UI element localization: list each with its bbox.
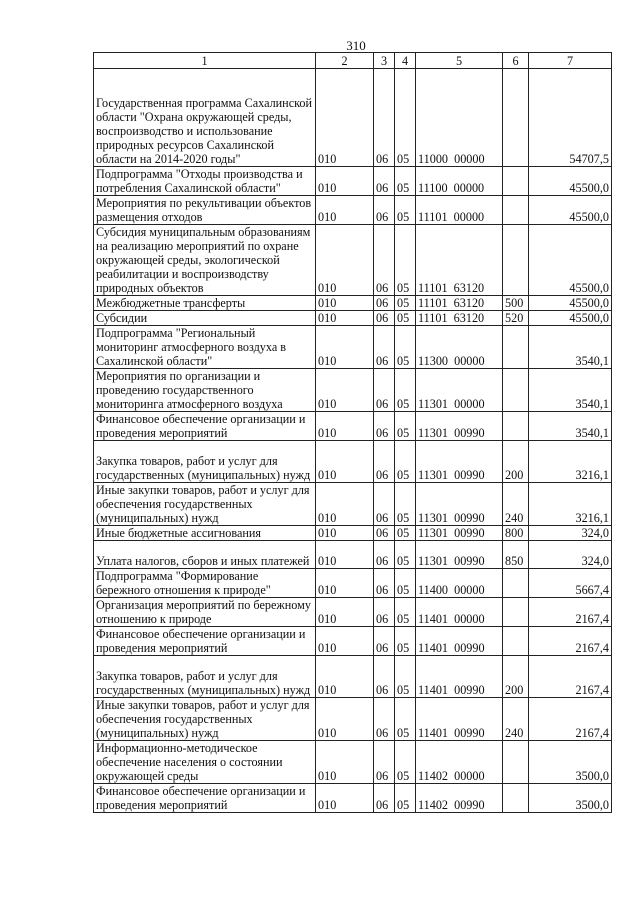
- item-name: Финансовое обеспечение организации и проведения мероприятий: [94, 412, 316, 441]
- item-name: Финансовое обеспечение организации и проведения мероприятий: [94, 784, 316, 813]
- subsection-code: 05: [395, 296, 416, 311]
- subsection-code: 05: [395, 784, 416, 813]
- target-article-code: 11300 00000: [416, 326, 503, 369]
- budget-table: [93, 52, 612, 813]
- table-row: [94, 698, 612, 741]
- section-code: 06: [374, 541, 395, 569]
- amount: 5667,4: [529, 569, 612, 598]
- table-row: [94, 598, 612, 627]
- section-code: 06: [374, 598, 395, 627]
- table-row: [94, 541, 612, 569]
- amount: 45500,0: [529, 311, 612, 326]
- amount: 2167,4: [529, 627, 612, 656]
- item-name: Информационно-методическое обеспечение населения о состоянии окружающей среды: [94, 741, 316, 784]
- ministry-code: 010: [316, 196, 374, 225]
- expense-type-code: 520: [503, 311, 529, 326]
- amount: 3216,1: [529, 483, 612, 526]
- expense-type-code: 240: [503, 483, 529, 526]
- subsection-code: 05: [395, 541, 416, 569]
- expense-type-code: [503, 326, 529, 369]
- target-article-code: 11301 00990: [416, 526, 503, 541]
- column-header: 1: [94, 53, 316, 69]
- section-code: 06: [374, 698, 395, 741]
- item-name: Организация мероприятий по бережному отношению к природе: [94, 598, 316, 627]
- section-code: 06: [374, 69, 395, 167]
- ministry-code: 010: [316, 741, 374, 784]
- expense-type-code: [503, 369, 529, 412]
- expense-type-code: [503, 784, 529, 813]
- table-row: [94, 569, 612, 598]
- table-row: [94, 167, 612, 196]
- amount: 2167,4: [529, 698, 612, 741]
- expense-type-code: [503, 196, 529, 225]
- column-header: 4: [395, 53, 416, 69]
- section-code: 06: [374, 441, 395, 483]
- expense-type-code: [503, 627, 529, 656]
- amount: 3540,1: [529, 326, 612, 369]
- subsection-code: 05: [395, 311, 416, 326]
- expense-type-code: [503, 598, 529, 627]
- ministry-code: 010: [316, 784, 374, 813]
- amount: 45500,0: [529, 225, 612, 296]
- amount: 3500,0: [529, 784, 612, 813]
- column-header: 3: [374, 53, 395, 69]
- ministry-code: 010: [316, 69, 374, 167]
- amount: 54707,5: [529, 69, 612, 167]
- table-body: [94, 69, 612, 813]
- item-name: Иные закупки товаров, работ и услуг для обеспечения государственных (муниципальных) нужд: [94, 698, 316, 741]
- subsection-code: 05: [395, 225, 416, 296]
- ministry-code: 010: [316, 412, 374, 441]
- subsection-code: 05: [395, 656, 416, 698]
- target-article-code: 11101 63120: [416, 225, 503, 296]
- section-code: 06: [374, 412, 395, 441]
- subsection-code: 05: [395, 569, 416, 598]
- subsection-code: 05: [395, 598, 416, 627]
- section-code: 06: [374, 483, 395, 526]
- table-row: [94, 741, 612, 784]
- item-name: Субсидия муниципальным образованиям на реализацию мероприятий по охране окружающей среды, экологической реабилитации и воспроизводству природных объектов: [94, 225, 316, 296]
- column-header: 5: [416, 53, 503, 69]
- ministry-code: 010: [316, 296, 374, 311]
- item-name: Государственная программа Сахалинской области "Охрана окружающей среды, воспроизводство и использование природных ресурсов Сахалинской области на 2014-2020 годы": [94, 69, 316, 167]
- ministry-code: 010: [316, 441, 374, 483]
- expense-type-code: 850: [503, 541, 529, 569]
- section-code: 06: [374, 656, 395, 698]
- section-code: 06: [374, 627, 395, 656]
- amount: 45500,0: [529, 167, 612, 196]
- table-row: [94, 311, 612, 326]
- ministry-code: 010: [316, 311, 374, 326]
- item-name: Субсидии: [94, 311, 316, 326]
- ministry-code: 010: [316, 167, 374, 196]
- expense-type-code: [503, 412, 529, 441]
- ministry-code: 010: [316, 369, 374, 412]
- item-name: Мероприятия по рекультивации объектов размещения отходов: [94, 196, 316, 225]
- ministry-code: 010: [316, 526, 374, 541]
- table-row: [94, 369, 612, 412]
- expense-type-code: [503, 167, 529, 196]
- ministry-code: 010: [316, 656, 374, 698]
- amount: 3500,0: [529, 741, 612, 784]
- subsection-code: 05: [395, 69, 416, 167]
- page-number: 310: [346, 38, 366, 53]
- amount: 324,0: [529, 541, 612, 569]
- expense-type-code: [503, 69, 529, 167]
- amount: 45500,0: [529, 296, 612, 311]
- target-article-code: 11101 63120: [416, 311, 503, 326]
- amount: 2167,4: [529, 598, 612, 627]
- section-code: 06: [374, 296, 395, 311]
- table-row: [94, 784, 612, 813]
- item-name: Подпрограмма "Региональный мониторинг атмосферного воздуха в Сахалинской области": [94, 326, 316, 369]
- subsection-code: 05: [395, 412, 416, 441]
- section-code: 06: [374, 326, 395, 369]
- table-row: [94, 483, 612, 526]
- target-article-code: 11401 00000: [416, 598, 503, 627]
- amount: 3540,1: [529, 369, 612, 412]
- section-code: 06: [374, 369, 395, 412]
- amount: 3540,1: [529, 412, 612, 441]
- table-row: [94, 656, 612, 698]
- target-article-code: 11301 00990: [416, 483, 503, 526]
- ministry-code: 010: [316, 541, 374, 569]
- table-row: [94, 296, 612, 311]
- expense-type-code: [503, 741, 529, 784]
- item-name: Иные закупки товаров, работ и услуг для обеспечения государственных (муниципальных) нужд: [94, 483, 316, 526]
- column-header: 6: [503, 53, 529, 69]
- target-article-code: 11301 00990: [416, 441, 503, 483]
- expense-type-code: 200: [503, 441, 529, 483]
- header-row: [94, 53, 612, 69]
- target-article-code: 11400 00000: [416, 569, 503, 598]
- subsection-code: 05: [395, 369, 416, 412]
- expense-type-code: 500: [503, 296, 529, 311]
- item-name: Подпрограмма "Отходы производства и потребления Сахалинской области": [94, 167, 316, 196]
- subsection-code: 05: [395, 741, 416, 784]
- expense-type-code: [503, 569, 529, 598]
- amount: 3216,1: [529, 441, 612, 483]
- section-code: 06: [374, 784, 395, 813]
- section-code: 06: [374, 311, 395, 326]
- target-article-code: 11401 00990: [416, 627, 503, 656]
- subsection-code: 05: [395, 167, 416, 196]
- target-article-code: 11401 00990: [416, 656, 503, 698]
- target-article-code: 11000 00000: [416, 69, 503, 167]
- table-row: [94, 412, 612, 441]
- subsection-code: 05: [395, 483, 416, 526]
- target-article-code: 11402 00000: [416, 741, 503, 784]
- item-name: Уплата налогов, сборов и иных платежей: [94, 541, 316, 569]
- amount: 324,0: [529, 526, 612, 541]
- target-article-code: 11402 00990: [416, 784, 503, 813]
- target-article-code: 11101 63120: [416, 296, 503, 311]
- table-row: [94, 69, 612, 167]
- ministry-code: 010: [316, 698, 374, 741]
- item-name: Подпрограмма "Формирование бережного отношения к природе": [94, 569, 316, 598]
- expense-type-code: 240: [503, 698, 529, 741]
- target-article-code: 11301 00000: [416, 369, 503, 412]
- table-row: [94, 441, 612, 483]
- target-article-code: 11401 00990: [416, 698, 503, 741]
- ministry-code: 010: [316, 225, 374, 296]
- table-row: [94, 627, 612, 656]
- subsection-code: 05: [395, 326, 416, 369]
- subsection-code: 05: [395, 196, 416, 225]
- ministry-code: 010: [316, 483, 374, 526]
- amount: 2167,4: [529, 656, 612, 698]
- section-code: 06: [374, 526, 395, 541]
- item-name: Мероприятия по организации и проведению государственного мониторинга атмосферного воздуха: [94, 369, 316, 412]
- expense-type-code: 800: [503, 526, 529, 541]
- item-name: Закупка товаров, работ и услуг для государственных (муниципальных) нужд: [94, 656, 316, 698]
- section-code: 06: [374, 741, 395, 784]
- table-row: [94, 225, 612, 296]
- subsection-code: 05: [395, 627, 416, 656]
- item-name: Финансовое обеспечение организации и проведения мероприятий: [94, 627, 316, 656]
- target-article-code: 11100 00000: [416, 167, 503, 196]
- target-article-code: 11301 00990: [416, 412, 503, 441]
- table-row: [94, 326, 612, 369]
- subsection-code: 05: [395, 526, 416, 541]
- column-header: 2: [316, 53, 374, 69]
- section-code: 06: [374, 167, 395, 196]
- target-article-code: 11101 00000: [416, 196, 503, 225]
- ministry-code: 010: [316, 569, 374, 598]
- ministry-code: 010: [316, 326, 374, 369]
- item-name: Иные бюджетные ассигнования: [94, 526, 316, 541]
- column-header: 7: [529, 53, 612, 69]
- table-row: [94, 196, 612, 225]
- subsection-code: 05: [395, 441, 416, 483]
- ministry-code: 010: [316, 627, 374, 656]
- expense-type-code: [503, 225, 529, 296]
- item-name: Закупка товаров, работ и услуг для государственных (муниципальных) нужд: [94, 441, 316, 483]
- section-code: 06: [374, 569, 395, 598]
- subsection-code: 05: [395, 698, 416, 741]
- amount: 45500,0: [529, 196, 612, 225]
- expense-type-code: 200: [503, 656, 529, 698]
- item-name: Межбюджетные трансферты: [94, 296, 316, 311]
- section-code: 06: [374, 225, 395, 296]
- table-row: [94, 526, 612, 541]
- target-article-code: 11301 00990: [416, 541, 503, 569]
- section-code: 06: [374, 196, 395, 225]
- ministry-code: 010: [316, 598, 374, 627]
